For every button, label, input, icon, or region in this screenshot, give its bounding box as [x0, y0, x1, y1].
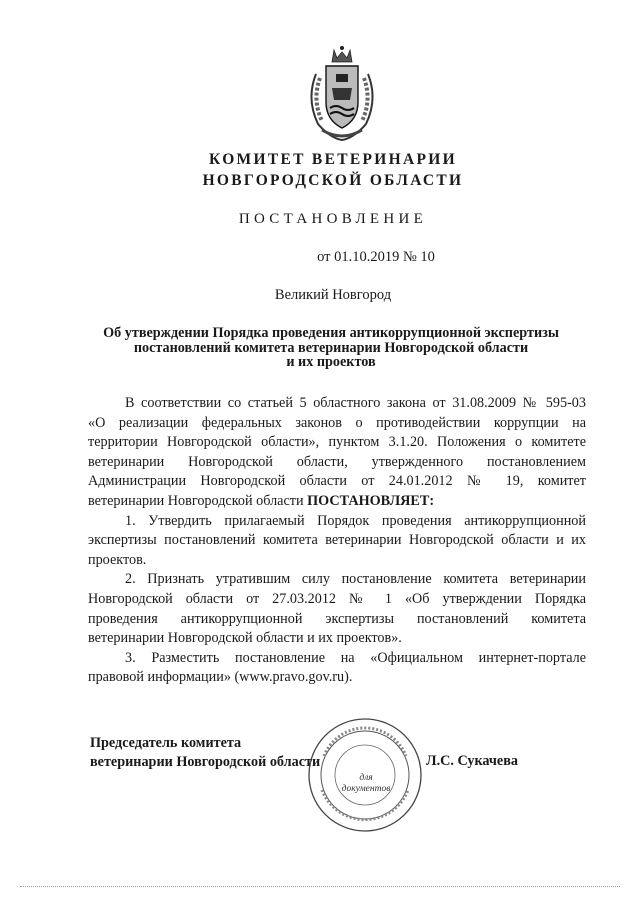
item-2-line: проведения антикоррупционной экспертизы постановлений комитета	[88, 610, 586, 627]
item-1-line: проектов.	[88, 551, 147, 568]
stamp-label-line: для	[359, 773, 373, 783]
preamble-line: ветеринарии Новгородской области, утвержденного постановлением	[88, 453, 586, 470]
document-body	[88, 394, 586, 688]
item-1-line: экспертизы постановлений комитета ветеринарии Новгородской области и их	[88, 532, 586, 549]
preamble-text: ветеринарии Новгородской области	[88, 492, 308, 509]
item-2-line: 2. Признать утратившим силу постановление комитета ветеринарии	[125, 571, 586, 588]
coat-of-arms-emblem	[296, 44, 388, 144]
title-line: постановлений комитета ветеринарии Новгородской области	[133, 339, 529, 356]
signature-block	[90, 734, 320, 772]
item-3-line: правовой информации» (www.pravo.gov.ru).	[88, 669, 353, 686]
title-line: и их проектов	[286, 354, 376, 370]
decree-keyword: ПОСТАНОВЛЯЕТ:	[307, 492, 435, 509]
item-3-line: 3. Разместить постановление на «Официальном интернет-портале	[125, 649, 586, 666]
signer-position-line2: ветеринарии Новгородской области	[90, 754, 321, 770]
preamble-line: «О реализации федеральных законов о противодействии коррупции на	[88, 414, 586, 431]
signer-name: Л.С. Сукачева	[426, 753, 518, 769]
title-line: Об утверждении Порядка проведения антикоррупционной экспертизы	[103, 325, 559, 341]
document-title	[92, 326, 570, 370]
item-1-line: 1. Утвердить прилагаемый Порядок проведения антикоррупционной	[125, 512, 586, 529]
item-2-line: ветеринарии Новгородской области и их проектов».	[88, 630, 402, 647]
scan-artifact-line	[20, 886, 620, 889]
signer-position-line1: Председатель комитета	[90, 735, 242, 751]
document-city: Великий Новгород	[274, 287, 392, 303]
preamble-line: территории Новгородской области», пунктом 3.1.20. Положения о комитете	[88, 434, 586, 451]
org-name-line2: НОВГОРОДСКОЙ ОБЛАСТИ	[202, 172, 464, 189]
preamble-line: В соответствии со статьей 5 областного закона от 31.08.2009 № 595-03	[125, 395, 586, 411]
document-date-number: от 01.10.2019 № 10	[317, 249, 435, 265]
stamp-label-line: документов	[341, 784, 391, 794]
document-type: ПОСТАНОВЛЕНИЕ	[238, 211, 428, 227]
org-name-line1: КОМИТЕТ ВЕТЕРИНАРИИ	[209, 151, 457, 168]
preamble-line-final	[88, 492, 586, 512]
item-2-line: Новгородской области от 27.03.2012 № 1 «Об утверждении Порядка	[88, 590, 586, 607]
stamp-label	[338, 773, 394, 795]
preamble-line: Администрации Новгородской области от 24.01.2012 № 19, комитет	[88, 473, 586, 490]
